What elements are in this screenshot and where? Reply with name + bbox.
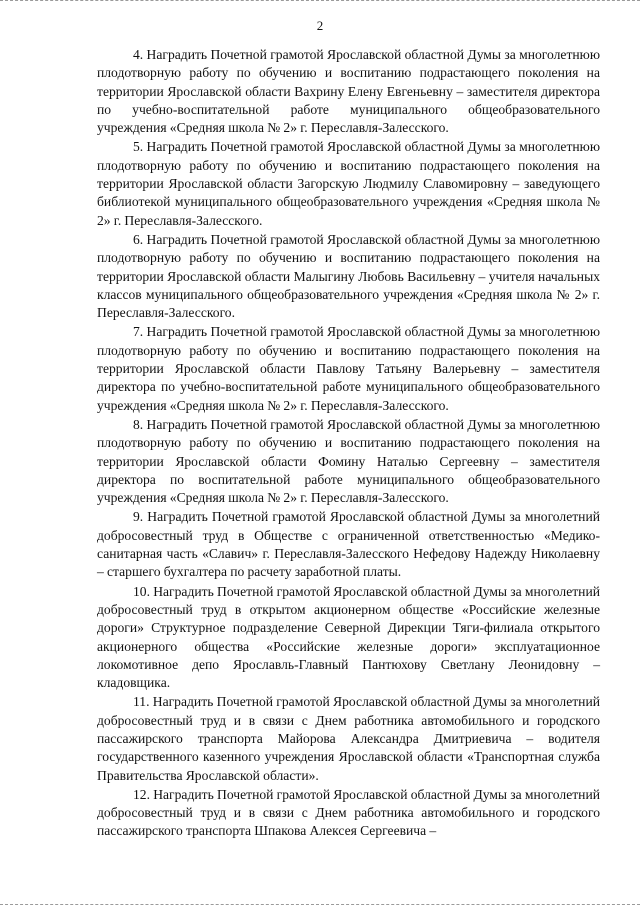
scan-edge-bottom [0, 900, 640, 905]
paragraph-item-12: 12. Наградить Почетной грамотой Ярославской областной Думы за многолетний добросовестный труд и в связи с Днем работника автомобильного и городского пассажирского транспорта Шпакова Алексея Сергеевича – [97, 786, 600, 839]
paragraph-item-4: 4. Наградить Почетной грамотой Ярославской областной Думы за многолетнюю плодотворную работу по обучению и воспитанию подрастающего поколения на территории Ярославской области Вахрину Елену Евгеньевну – заместителя директора по учебно-воспитательной работе муниципального общеобразовательного учреждения «Средняя школа № 2» г. Переславля-Залесского. [97, 47, 600, 136]
scan-edge-top [0, 0, 640, 5]
paragraph-item-11: 11. Наградить Почетной грамотой Ярославской областной Думы за многолетний добросовестный труд и в связи с Днем работника автомобильного и городского пассажирского транспорта Майорова Александра Дмитриевича – водителя государственного казенного учреждения Ярославской области «Транспортная служба Правительства Ярославской области». [97, 694, 600, 783]
page-number: 2 [316, 18, 324, 33]
paragraph-item-7: 7. Наградить Почетной грамотой Ярославской областной Думы за многолетнюю плодотворную работу по обучению и воспитанию подрастающего поколения на территории Ярославской области Павлову Татьяну Валерьевну – заместителя директора по учебно-воспитательной работе муниципального общеобразовательного учреждения «Средняя школа № 2» г. Переславля-Залесского. [97, 324, 600, 413]
paragraph-item-5: 5. Наградить Почетной грамотой Ярославской областной Думы за многолетнюю плодотворную работу по обучению и воспитанию подрастающего поколения на территории Ярославской области Загорскую Людмилу Славомировну – заведующего библиотекой муниципального общеобразовательного учреждения «Средняя школа № 2» г. Переславля-Залесского. [97, 139, 600, 228]
paragraph-item-8: 8. Наградить Почетной грамотой Ярославской областной Думы за многолетнюю плодотворную работу по обучению и воспитанию подрастающего поколения на территории Ярославской области Фомину Наталью Сергеевну – заместителя директора по воспитательной работе муниципального общеобразовательного учреждения «Средняя школа № 2» г. Переславля-Залесского. [97, 416, 600, 506]
document-body [97, 46, 600, 842]
paragraph-item-6: 6. Наградить Почетной грамотой Ярославской областной Думы за многолетнюю плодотворную работу по обучению и воспитанию подрастающего поколения на территории Ярославской области Малыгину Любовь Васильевну – учителя начальных классов муниципального общеобразовательного учреждения «Средняя школа № 2» г. Переславля-Залесского. [97, 231, 600, 321]
paragraph-item-9: 9. Наградить Почетной грамотой Ярославской областной Думы за многолетний добросовестный труд в Обществе с ограниченной ответственностью «Медико-санитарная часть «Славич» г. Переславля-Залесского Нефедову Надежду Николаевну – старшего бухгалтера по расчету заработной платы. [97, 509, 600, 580]
paragraph-item-10: 10. Наградить Почетной грамотой Ярославской областной Думы за многолетний добросовестный труд в открытом акционерном обществе «Российские железные дороги» Структурное подразделение Северной Дирекции Тяги-филиала открытого акционерного общества «Российские железные дороги» эксплуатационное локомотивное депо Ярославль-Главный Пантюхову Светлану Леонидовну – кладовщика. [97, 583, 600, 691]
